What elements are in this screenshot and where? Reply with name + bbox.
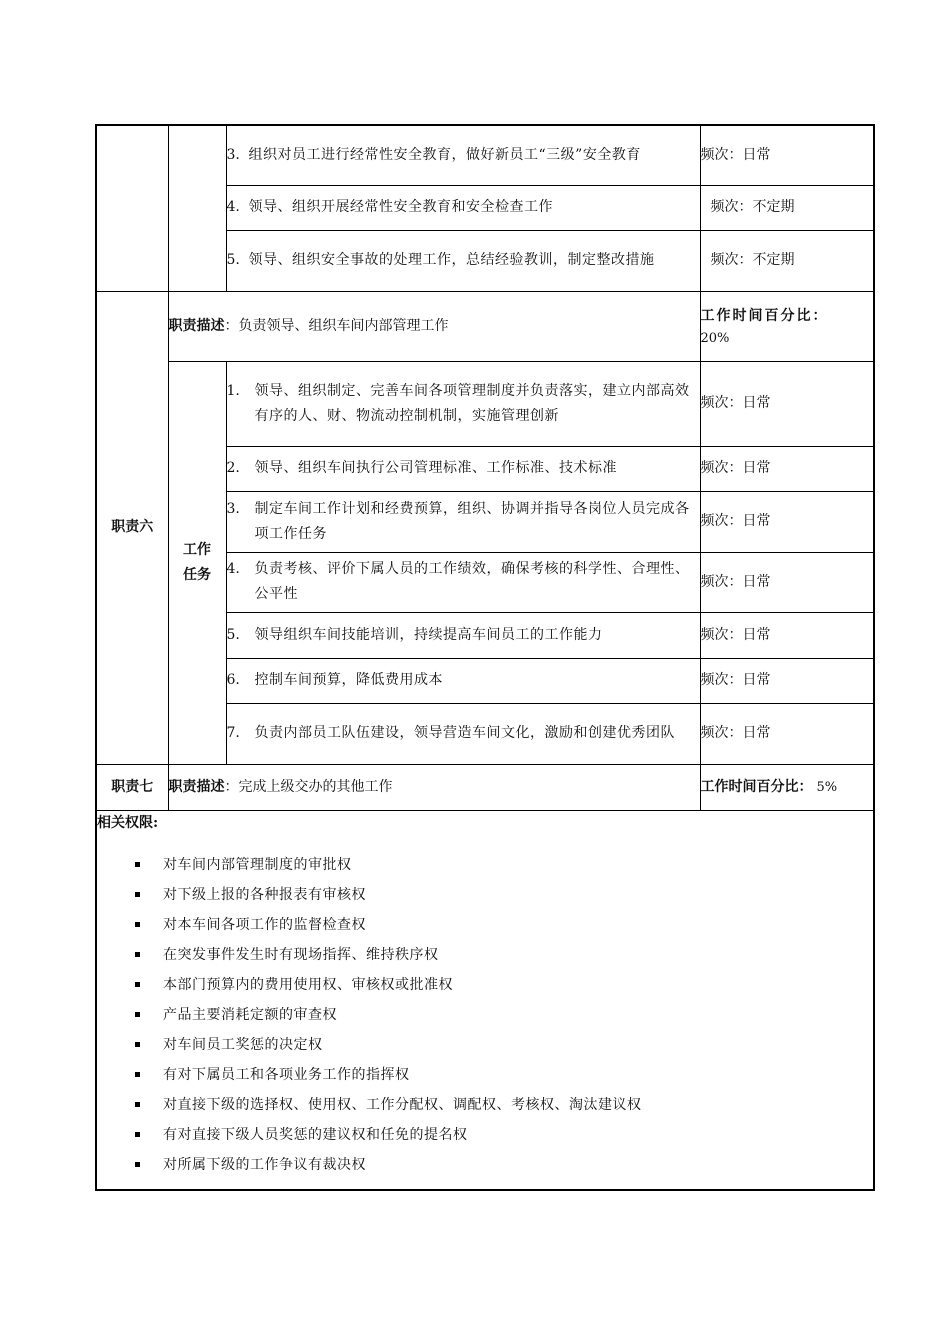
duty6-description (168, 291, 700, 361)
task-text: 制定车间工作计划和经费预算，组织、协调并指导各岗位人员完成各项工作任务 (254, 500, 690, 542)
description-text: ：负责领导、组织车间内部管理工作 (224, 317, 449, 334)
task-number: 2. (226, 460, 240, 476)
bullet-icon (135, 1042, 140, 1047)
bullet-icon (135, 1162, 140, 1167)
task-text: 领导组织车间技能培训，持续提高车间员工的工作能力 (254, 626, 603, 643)
description-label: 职责描述 (168, 778, 225, 795)
right-text: 对车间员工奖惩的决定权 (163, 1036, 323, 1053)
right-text: 对所属下级的工作争议有裁决权 (163, 1156, 366, 1173)
percentage-label: 工作时间百分比： (700, 778, 813, 795)
task-number: 5. (226, 626, 240, 643)
frequency-cell: 频次：日常 (700, 612, 874, 658)
task-label-line1: 工作 (183, 541, 211, 558)
task-number: 3. (226, 500, 240, 517)
task-number: 6. (226, 672, 240, 688)
task-text: 控制车间预算，降低费用成本 (254, 672, 443, 688)
bullet-icon (135, 982, 140, 987)
bullet-icon (135, 1102, 140, 1107)
frequency-cell: 频次：日常 (700, 703, 874, 764)
percentage-value: 5% (816, 779, 838, 795)
description-label: 职责描述 (168, 317, 225, 334)
list-item (97, 970, 873, 1000)
list-item (97, 940, 873, 970)
frequency-cell: 频次：日常 (700, 446, 874, 491)
task-number: 3. (226, 146, 240, 163)
task-text: 领导、组织车间执行公司管理标准、工作标准、技术标准 (254, 460, 617, 476)
bullet-icon (135, 922, 140, 927)
prev-task-label-cell (168, 125, 226, 291)
rights-title: 相关权限: (97, 814, 159, 831)
task-cell (226, 491, 700, 552)
description-text: ：完成上级交办的其他工作 (224, 778, 393, 795)
task-number: 5. (226, 252, 240, 268)
right-text: 对直接下级的选择权、使用权、工作分配权、调配权、考核权、淘汰建议权 (163, 1096, 642, 1113)
prev-duty-label-cell (96, 125, 168, 291)
list-item (97, 1000, 873, 1030)
list-item (97, 1030, 873, 1060)
task-label-cell (168, 361, 226, 764)
job-description-document (95, 124, 873, 1191)
task-text: 负责考核、评价下属人员的工作绩效，确保考核的科学性、合理性、公平性 (254, 561, 690, 602)
task-number: 7. (226, 725, 240, 741)
task-number: 1. (226, 382, 240, 399)
task-cell (226, 361, 700, 446)
percentage-label: 工作时间百分比： (700, 307, 829, 324)
bullet-icon (135, 952, 140, 957)
bullet-icon (135, 862, 140, 867)
duties-table (95, 124, 875, 1191)
task-cell (226, 703, 700, 764)
right-text: 对下级上报的各种报表有审核权 (163, 886, 366, 903)
task-label-line2: 任务 (183, 566, 211, 583)
table-row (96, 810, 874, 1190)
list-item (97, 1120, 873, 1150)
task-cell (226, 446, 700, 491)
right-text: 有对下属员工和各项业务工作的指挥权 (163, 1066, 410, 1083)
frequency-cell: 频次：日常 (700, 125, 874, 185)
list-item (97, 1060, 873, 1090)
right-text: 产品主要消耗定额的审查权 (163, 1006, 337, 1023)
right-text: 本部门预算内的费用使用权、审核权或批准权 (163, 976, 453, 993)
table-row (96, 125, 874, 185)
duty6-label: 职责六 (96, 291, 168, 764)
bullet-icon (135, 1072, 140, 1077)
task-cell (226, 185, 700, 230)
duty6-time-percentage (700, 291, 874, 361)
frequency-cell: 频次：不定期 (700, 230, 874, 291)
rights-section (96, 810, 874, 1190)
list-item (97, 850, 873, 880)
task-cell (226, 658, 700, 703)
list-item (97, 880, 873, 910)
table-row (96, 361, 874, 446)
bullet-icon (135, 892, 140, 897)
task-text: 领导、组织安全事故的处理工作，总结经验教训，制定整改措施 (248, 252, 655, 268)
right-text: 有对直接下级人员奖惩的建议权和任免的提名权 (163, 1126, 468, 1143)
duty7-description (168, 764, 700, 810)
rights-list (97, 850, 873, 1180)
frequency-cell: 频次：不定期 (700, 185, 874, 230)
frequency-cell: 频次：日常 (700, 491, 874, 552)
list-item (97, 1090, 873, 1120)
frequency-cell: 频次：日常 (700, 658, 874, 703)
task-cell (226, 552, 700, 612)
right-text: 在突发事件发生时有现场指挥、维持秩序权 (163, 946, 439, 963)
task-cell (226, 125, 700, 185)
task-number: 4. (226, 561, 240, 577)
duty7-label: 职责七 (96, 764, 168, 810)
frequency-cell: 频次：日常 (700, 552, 874, 612)
task-text: 领导、组织开展经常性安全教育和安全检查工作 (248, 199, 553, 215)
duty7-time-percentage (700, 764, 874, 810)
table-row (96, 764, 874, 810)
task-number: 4. (226, 199, 240, 215)
percentage-value: 20% (700, 330, 730, 346)
task-text: 负责内部员工队伍建设，领导营造车间文化，激励和创建优秀团队 (254, 725, 675, 741)
list-item (97, 1150, 873, 1180)
table-row (96, 291, 874, 361)
frequency-cell: 频次：日常 (700, 361, 874, 446)
task-text: 领导、组织制定、完善车间各项管理制度并负责落实，建立内部高效有序的人、财、物流动控制机制，实施管理创新 (254, 382, 690, 424)
right-text: 对本车间各项工作的监督检查权 (163, 916, 366, 933)
bullet-icon (135, 1132, 140, 1137)
task-cell (226, 230, 700, 291)
right-text: 对车间内部管理制度的审批权 (163, 856, 352, 873)
task-cell (226, 612, 700, 658)
bullet-icon (135, 1012, 140, 1017)
list-item (97, 910, 873, 940)
task-text: 组织对员工进行经常性安全教育，做好新员工“三级”安全教育 (248, 146, 641, 163)
